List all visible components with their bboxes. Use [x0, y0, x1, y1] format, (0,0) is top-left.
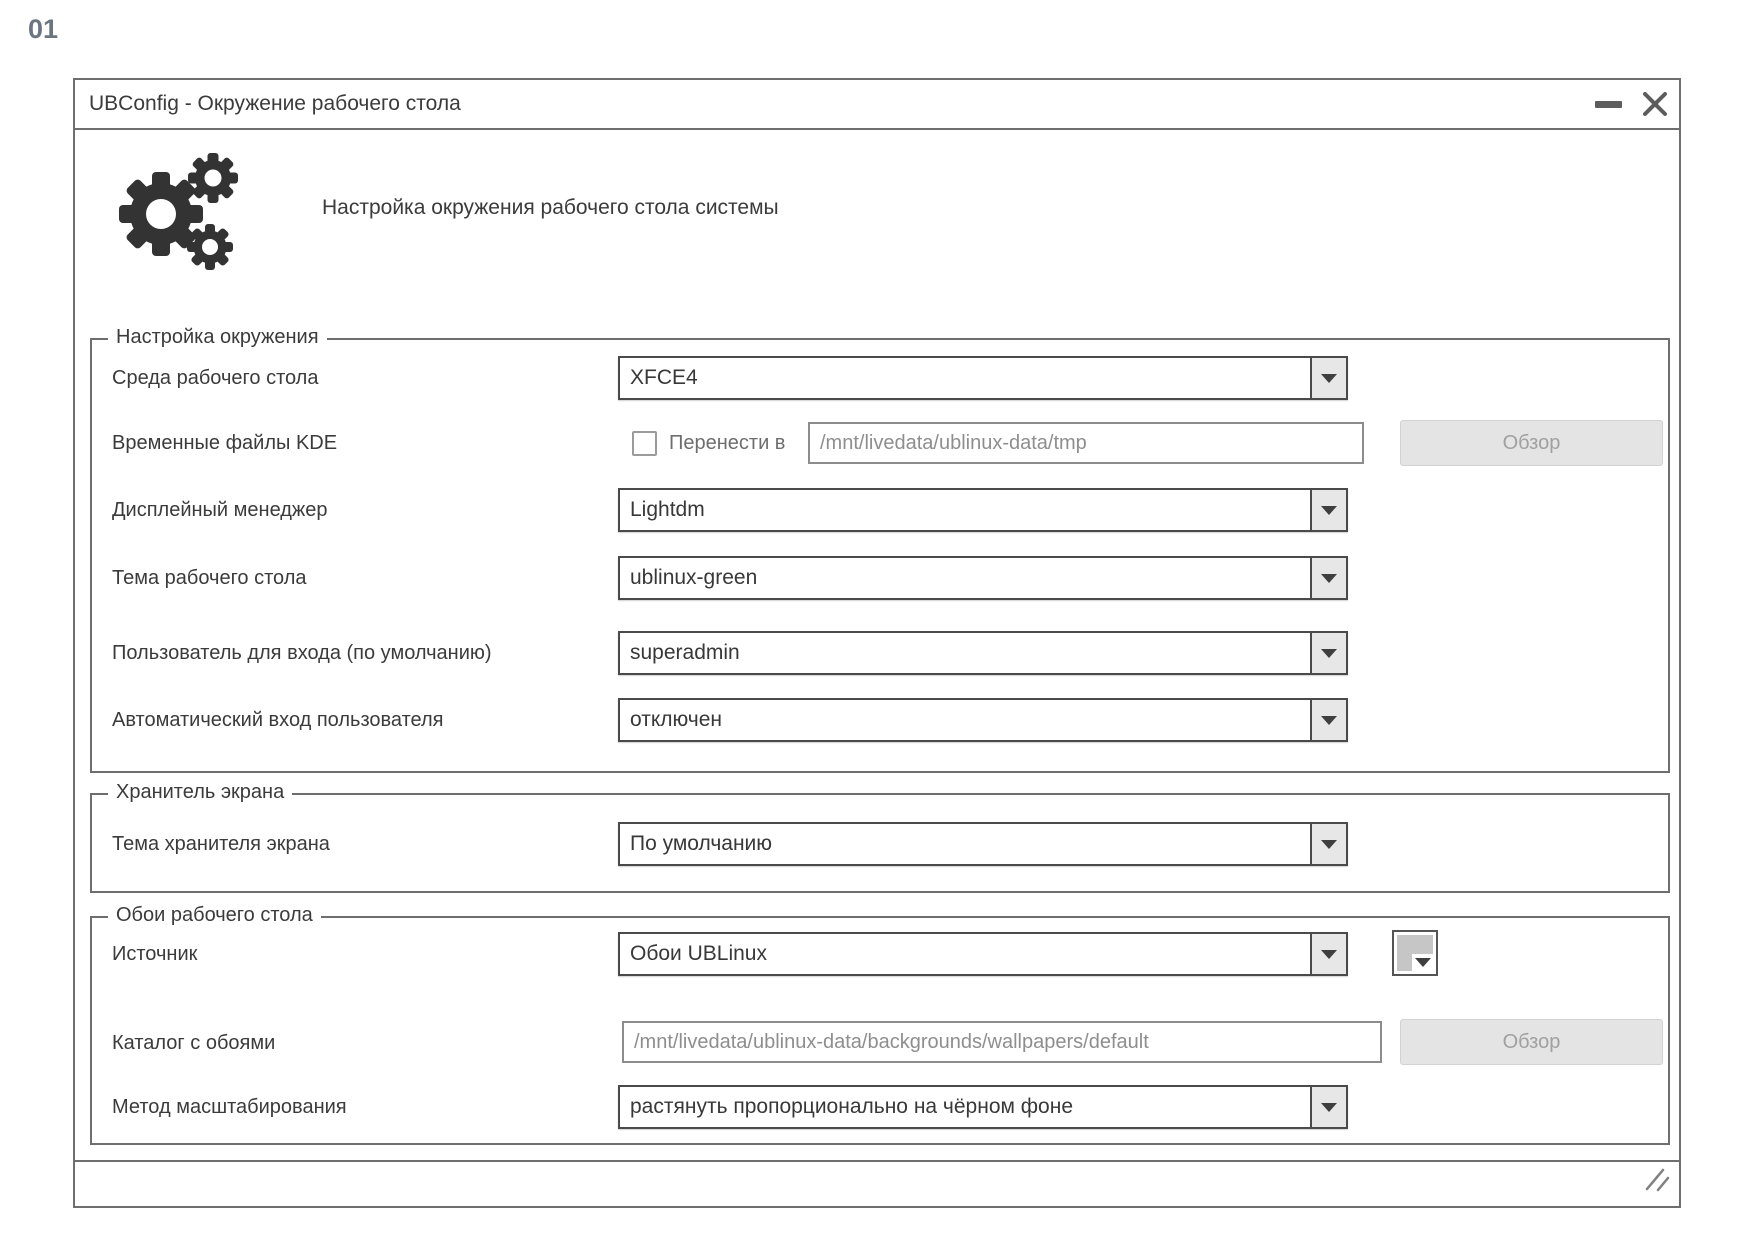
combobox-value: superadmin: [630, 641, 740, 664]
gears-icon: [113, 150, 243, 275]
wallpaper-source-combobox[interactable]: [618, 932, 1348, 976]
kde-tmp-path-field[interactable]: /mnt/livedata/ublinux-data/tmp: [808, 422, 1364, 464]
chevron-down-icon[interactable]: [1310, 490, 1346, 530]
screensaver-theme-label: Тема хранителя экрана: [112, 833, 330, 855]
chevron-down-icon[interactable]: [1310, 934, 1346, 974]
chevron-down-icon[interactable]: [1310, 824, 1346, 864]
wallpaper-directory-label: Каталог с обоями: [112, 1032, 276, 1054]
kde-tmp-browse-button[interactable]: Обзор: [1400, 420, 1663, 466]
combobox-value: XFCE4: [630, 366, 698, 389]
display-manager-label: Дисплейный менеджер: [112, 499, 328, 521]
desktop-theme-label: Тема рабочего стола: [112, 567, 307, 589]
chevron-down-icon[interactable]: [1310, 700, 1346, 740]
desktop-env-label: Среда рабочего стола: [112, 367, 319, 389]
wallpaper-directory-field[interactable]: /mnt/livedata/ublinux-data/backgrounds/wallpapers/default: [622, 1021, 1382, 1063]
chevron-down-icon[interactable]: [1310, 558, 1346, 598]
close-icon[interactable]: [1640, 89, 1670, 119]
ubconfig-window: [73, 78, 1681, 1208]
titlebar[interactable]: [75, 80, 1679, 130]
screensaver-theme-combobox[interactable]: [618, 822, 1348, 866]
auto-login-label: Автоматический вход пользователя: [112, 709, 444, 731]
auto-login-combobox[interactable]: [618, 698, 1348, 742]
window-title: UBConfig - Окружение рабочего стола: [89, 92, 461, 115]
scaling-method-label: Метод масштабирования: [112, 1096, 347, 1118]
group-wallpaper-legend: Обои рабочего стола: [108, 904, 321, 927]
kde-tmp-checkbox-label: Перенести в: [669, 432, 786, 454]
chevron-down-icon[interactable]: [1310, 633, 1346, 673]
page-index-label: 01: [28, 14, 59, 44]
wallpaper-color-picker-button[interactable]: [1392, 930, 1438, 976]
resize-grip-icon[interactable]: [1645, 1167, 1671, 1198]
combobox-value: По умолчанию: [630, 832, 773, 855]
combobox-value: ublinux-green: [630, 566, 758, 589]
desktop-env-combobox[interactable]: [618, 356, 1348, 400]
wallpaper-source-label: Источник: [112, 943, 198, 965]
login-user-combobox[interactable]: [618, 631, 1348, 675]
wallpaper-directory-browse-button[interactable]: Обзор: [1400, 1019, 1663, 1065]
desktop-theme-combobox[interactable]: [618, 556, 1348, 600]
combobox-value: Обои UBLinux: [630, 942, 767, 965]
chevron-down-icon[interactable]: [1310, 358, 1346, 398]
combobox-value: растянуть пропорционально на чёрном фоне: [630, 1095, 1074, 1118]
combobox-value: отключен: [630, 708, 723, 731]
kde-tmp-label: Временные файлы KDE: [112, 432, 338, 454]
scaling-method-combobox[interactable]: [618, 1085, 1348, 1129]
minimize-icon[interactable]: [1595, 101, 1622, 108]
group-environment-legend: Настройка окружения: [108, 326, 327, 349]
kde-tmp-checkbox[interactable]: [632, 431, 657, 456]
display-manager-combobox[interactable]: [618, 488, 1348, 532]
chevron-down-icon[interactable]: [1310, 1087, 1346, 1127]
window-caption: Настройка окружения рабочего стола системы: [322, 196, 779, 219]
chevron-down-icon: [1412, 954, 1434, 972]
status-bar: [75, 1160, 1679, 1206]
login-user-label: Пользователь для входа (по умолчанию): [112, 642, 492, 664]
combobox-value: Lightdm: [630, 498, 705, 521]
group-screensaver-legend: Хранитель экрана: [108, 781, 292, 804]
